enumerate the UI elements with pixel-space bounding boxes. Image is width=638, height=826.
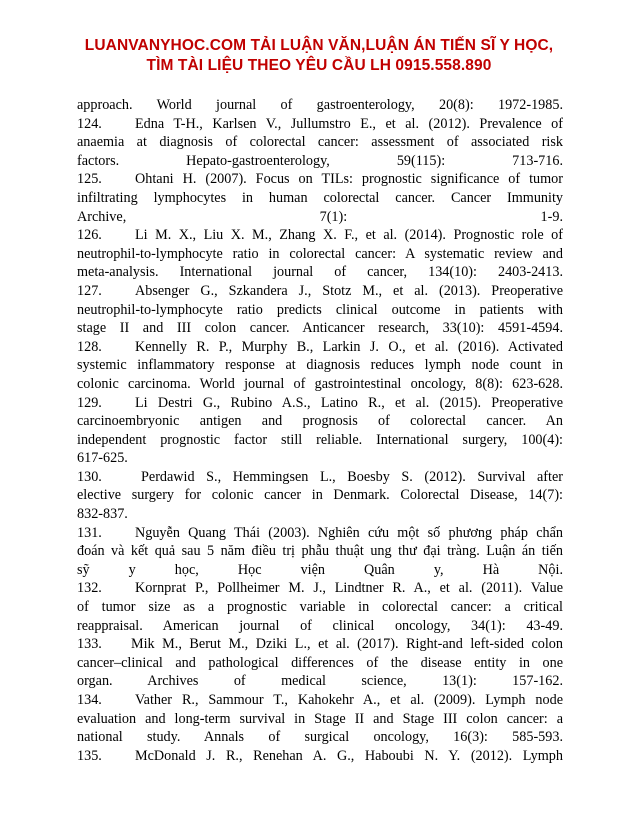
- reference-line: [77, 412, 563, 431]
- reference-number: 124.: [77, 115, 102, 132]
- reference-text: 617-625.: [77, 450, 128, 467]
- reference-line: [77, 189, 563, 208]
- reference-entry-start: [77, 115, 563, 134]
- page-header: [0, 36, 638, 76]
- reference-line: [77, 319, 563, 338]
- reference-entry-start: [77, 524, 563, 543]
- reference-text: Edna T-H., Karlsen V., Jullumstro E., et al. (2012). Prevalence of: [135, 115, 563, 132]
- reference-entry-start: [77, 338, 563, 357]
- reference-text: Li M. X., Liu X. M., Zhang X. F., et al. (2014). Prognostic role of: [135, 227, 563, 244]
- reference-entry-start: [77, 468, 563, 487]
- reference-entry-start: [77, 691, 563, 710]
- reference-number: 125.: [77, 171, 102, 188]
- reference-text: approach. World journal of gastroenterology, 20(8): 1972-1985.: [77, 97, 563, 113]
- reference-entry-start: [77, 170, 563, 189]
- reference-text: Vather R., Sammour T., Kahokehr A., et al. (2009). Lymph node: [135, 692, 563, 708]
- reference-text: reappraisal. American journal of clinical oncology, 34(1): 43-49.: [77, 617, 563, 634]
- reference-line: [77, 505, 563, 524]
- reference-text: đoán và kết quả sau 5 năm điều trị phẫu thuật ung thư đại tràng. Luận án tiến: [77, 543, 563, 560]
- reference-text: factors. Hepato-gastroenterology, 59(115): 713-716.: [77, 152, 563, 169]
- reference-line: [77, 672, 563, 691]
- reference-line: [77, 654, 563, 673]
- reference-text: elective surgery for colonic cancer in Denmark. Colorectal Disease, 14(7):: [77, 487, 563, 504]
- reference-number: 130.: [77, 468, 102, 485]
- reference-text: Archive, 7(1): 1-9.: [77, 208, 563, 225]
- reference-number: 127.: [77, 282, 102, 299]
- reference-text: Absenger G., Szkandera J., Stotz M., et al. (2013). Preoperative: [135, 282, 563, 299]
- reference-line: [77, 561, 563, 580]
- reference-line: [77, 449, 563, 468]
- reference-text: independent prognostic factor still reliable. International surgery, 100(4):: [77, 431, 563, 448]
- reference-line: [77, 133, 563, 152]
- reference-entry-start: [77, 282, 563, 301]
- reference-text: colonic carcinoma. World journal of gastrointestinal oncology, 8(8): 623-628.: [77, 375, 563, 392]
- reference-text: Ohtani H. (2007). Focus on TILs: prognostic significance of tumor: [135, 171, 563, 188]
- reference-text: sỹ y học, Học viện Quân y, Hà Nội.: [77, 561, 563, 578]
- reference-text: Kennelly R. P., Murphy B., Larkin J. O., et al. (2016). Activated: [135, 338, 563, 355]
- reference-line: [77, 96, 563, 115]
- reference-line: [77, 301, 563, 320]
- reference-line: [77, 598, 563, 617]
- reference-text: infiltrating lymphocytes in human colorectal cancer. Cancer Immunity: [77, 189, 563, 206]
- reference-line: [77, 710, 563, 729]
- reference-line: [77, 728, 563, 747]
- reference-text: meta-analysis. International journal of cancer, 134(10): 2403-2413.: [77, 264, 563, 281]
- reference-line: [77, 617, 563, 636]
- reference-line: [77, 208, 563, 227]
- reference-number: 131.: [77, 524, 102, 541]
- reference-number: 135.: [77, 747, 102, 764]
- reference-text: evaluation and long-term survival in Stage II and Stage III colon cancer: a: [77, 710, 563, 727]
- reference-text: carcinoembryonic antigen and prognosis of colorectal cancer. An: [77, 413, 563, 430]
- reference-line: [77, 375, 563, 394]
- reference-line: [77, 431, 563, 450]
- reference-number: 129.: [77, 394, 102, 411]
- reference-text: Mik M., Berut M., Dziki L., et al. (2017). Right-and left-sided colon: [131, 636, 563, 653]
- reference-line: [77, 542, 563, 561]
- header-line-2: TÌM TÀI LIỆU THEO YÊU CẦU LH 0915.558.890: [146, 57, 492, 74]
- reference-text: anaemia at diagnosis of colorectal cancer: assessment of associated risk: [77, 134, 563, 151]
- reference-entry-start: [77, 579, 563, 598]
- reference-line: [77, 263, 563, 282]
- reference-text: McDonald J. R., Renehan A. G., Haboubi N. Y. (2012). Lymph: [135, 747, 563, 764]
- reference-number: 126.: [77, 227, 102, 244]
- reference-line: [77, 356, 563, 375]
- header-line-1: LUANVANYHOC.COM TẢI LUẬN VĂN,LUẬN ÁN TIẾN SĨ Y HỌC,: [84, 37, 554, 54]
- reference-text: of tumor size as a prognostic variable in colorectal cancer: a critical: [77, 599, 563, 616]
- reference-text: Li Destri G., Rubino A.S., Latino R., et al. (2015). Preoperative: [135, 394, 563, 411]
- reference-text: systemic inflammatory response at diagnosis reduces lymph node count in: [77, 357, 563, 374]
- reference-text: stage II and III colon cancer. Anticancer research, 33(10): 4591-4594.: [77, 320, 563, 337]
- reference-text: national study. Annals of surgical oncology, 16(3): 585-593.: [77, 729, 563, 746]
- reference-line: [77, 486, 563, 505]
- reference-number: 128.: [77, 338, 102, 355]
- reference-number: 132.: [77, 580, 102, 597]
- reference-text: neutrophil-to-lymphocyte ratio predicts clinical outcome in patients with: [77, 301, 563, 318]
- reference-list: [77, 96, 563, 765]
- reference-text: Perdawid S., Hemmingsen L., Boesby S. (2012). Survival after: [141, 468, 563, 485]
- reference-entry-start: [77, 394, 563, 413]
- reference-text: 832-837.: [77, 506, 128, 523]
- reference-line: [77, 152, 563, 171]
- reference-number: 134.: [77, 692, 102, 708]
- reference-text: Kornprat P., Pollheimer M. J., Lindtner R. A., et al. (2011). Value: [135, 580, 563, 597]
- reference-text: organ. Archives of medical science, 13(1): 157-162.: [77, 673, 563, 690]
- reference-entry-start: [77, 635, 563, 654]
- reference-entry-start: [77, 226, 563, 245]
- reference-text: neutrophil-to-lymphocyte ratio in colorectal cancer: A systematic review and: [77, 245, 563, 262]
- reference-text: cancer–clinical and pathological differences of the disease entity in one: [77, 654, 563, 671]
- reference-number: 133.: [77, 636, 102, 653]
- reference-line: [77, 245, 563, 264]
- reference-entry-start: [77, 747, 563, 766]
- reference-text: Nguyễn Quang Thái (2003). Nghiên cứu một số phương pháp chẩn: [135, 524, 563, 541]
